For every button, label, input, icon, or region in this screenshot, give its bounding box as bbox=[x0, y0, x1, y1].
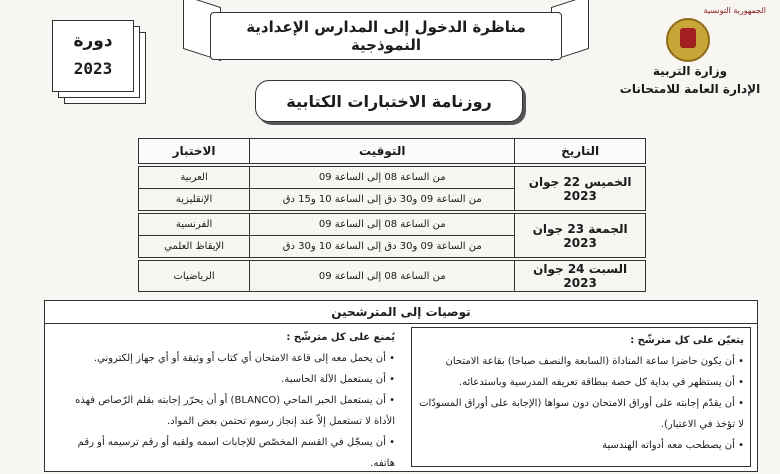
time-cell: من الساعة 08 إلى الساعة 09 bbox=[250, 214, 515, 236]
header-date: التاريخ bbox=[515, 139, 646, 164]
subject-cell: الرياضيات bbox=[139, 261, 250, 292]
table-row bbox=[139, 261, 646, 292]
table-header-row bbox=[139, 139, 646, 164]
header-time: التوقيت bbox=[250, 139, 515, 164]
obligations-intro: يتعيّن على كل مترشّح : bbox=[630, 335, 744, 346]
list-item: • أن يستعمل الآلة الحاسبة. bbox=[55, 369, 395, 390]
subject-cell: الإيقاظ العلمي bbox=[139, 236, 250, 258]
banner-title: مناظرة الدخول إلى المدارس الإعدادية النموذجية bbox=[246, 18, 526, 54]
recommendations-title bbox=[45, 301, 757, 324]
ministry-logo-block bbox=[610, 6, 770, 102]
session-label: دورة bbox=[73, 31, 113, 51]
schedule-title-text: روزنامة الاختبارات الكتابية bbox=[286, 91, 492, 111]
republic-text: الجمهورية التونسية bbox=[703, 6, 766, 15]
date-cell: الجمعة 23 جوان 2023 bbox=[515, 214, 646, 258]
obligations-column bbox=[411, 327, 751, 467]
list-item: • أن يصطحب معه أدواته الهندسية bbox=[418, 435, 744, 456]
list-item: • أن يسجّل في القسم المخصّص للإجابات اسمه ولقبه أو رقم ترسيمه أو رقم هاتفه. bbox=[55, 432, 395, 474]
time-cell: من الساعة 09 و30 دق إلى الساعة 10 و30 دق bbox=[250, 236, 515, 258]
list-item: • أن يستظهر في بداية كل حصة ببطاقة تعريفه المدرسية وباستدعائه. bbox=[418, 372, 744, 393]
subject-cell: الفرنسية bbox=[139, 214, 250, 236]
schedule-title bbox=[255, 80, 523, 122]
header-subject: الاختبار bbox=[139, 139, 250, 164]
list-item: • أن يكون حاضرا ساعة المناداة (السابعة والنصف صباحا) بقاعة الامتحان bbox=[418, 351, 744, 372]
prohibitions-column bbox=[49, 327, 401, 474]
time-cell: من الساعة 09 و30 دق إلى الساعة 10 و15 دق bbox=[250, 189, 515, 211]
date-cell: الخميس 22 جوان 2023 bbox=[515, 167, 646, 211]
list-item: • أن يستعمل الحبر الماحي (BLANCO) أو أن يحرّر إجابته بقلم الرّصاص فهذه الأداة لا تستعمل إلاّ عند إنجاز رسوم تحتمن بعض المواد. bbox=[55, 390, 395, 432]
list-item: • أن يحمل معه إلى قاعة الامتحان أي كتاب أو وثيقة أو أي جهاز إلكتروني. bbox=[55, 348, 395, 369]
subject-cell: العربية bbox=[139, 167, 250, 189]
date-cell: السبت 24 جوان 2023 bbox=[515, 261, 646, 292]
session-year: 2023 bbox=[73, 59, 113, 78]
recommendations-box bbox=[44, 300, 758, 472]
table-row bbox=[139, 167, 646, 189]
recommendations-title-text: توصيات إلى المترشحين bbox=[331, 305, 471, 319]
ministry-name: وزارة التربية bbox=[652, 64, 728, 78]
time-cell: من الساعة 08 إلى الساعة 09 bbox=[250, 261, 515, 292]
time-cell: من الساعة 08 إلى الساعة 09 bbox=[250, 167, 515, 189]
exam-schedule-table bbox=[138, 138, 646, 292]
exam-banner bbox=[210, 12, 562, 60]
list-item: • أن يقدّم إجابته على أوراق الامتحان دون سواها (الإجابة على أوراق المسودّات لا تؤخذ في الاعتبار). bbox=[418, 393, 744, 435]
table-row bbox=[139, 214, 646, 236]
directorate-name: الإدارة العامة للامتحانات bbox=[619, 82, 761, 96]
tunisia-coat-of-arms-icon bbox=[666, 18, 710, 62]
session-box bbox=[52, 20, 134, 92]
prohibitions-intro: يُمنع على كل مترشّح : bbox=[286, 332, 395, 343]
subject-cell: الإنقليزية bbox=[139, 189, 250, 211]
